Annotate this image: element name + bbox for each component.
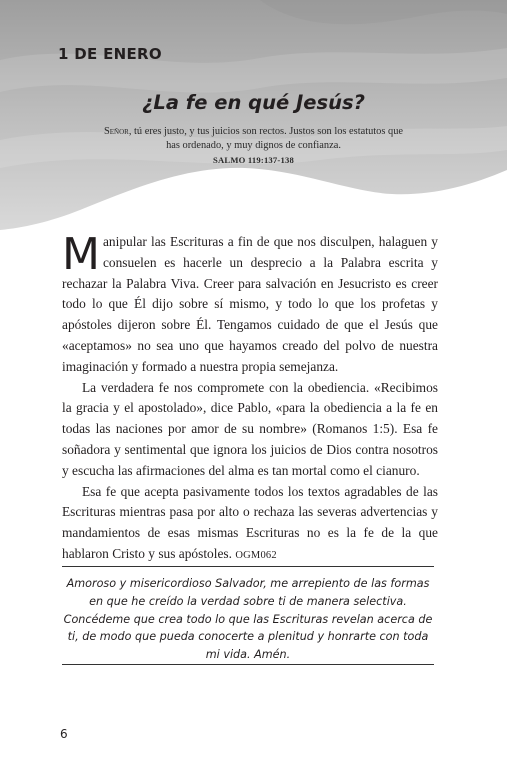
paragraph-3: [62, 482, 438, 567]
page-number: 6: [60, 727, 68, 741]
header-banner: [0, 0, 507, 232]
paragraph-1: [62, 229, 438, 378]
devotional-body: [62, 229, 438, 567]
prayer-bottom-divider: [62, 664, 434, 665]
scripture-verse: [100, 125, 407, 168]
paragraph-1-text: anipular las Escrituras a fin de que nos disculpen, halaguen y consuelen es hacerle un desprecio a la Palabra escrita y rechazar la Palabra Viva. Creer para salvación en Jesucristo es creer todo lo que Él dijo sobre sí mismo, y todo lo que los profetas y apóstoles dijeron sobre Él. Tengamos cuidado de que el Jesús que «aceptamos» no sea uno que hayamos creado del polvo de nuestra imaginación y formado a nuestra propia semejanza.: [62, 234, 438, 374]
paragraph-3-text: Esa fe que acepta pasivamente todos los textos agradables de las Escrituras mientras pasa por alto o rechaza las severas advertencias y mandamientos de esas mismas Escrituras no es la fe de la que hablaron Cristo y sus apóstoles.: [62, 483, 438, 561]
verse-smallcaps-word: Señor: [103, 126, 129, 137]
devotional-title: ¿La fe en qué Jesús?: [142, 91, 365, 114]
prayer-top-divider: [62, 566, 434, 567]
verse-text: , tú eres justo, y tus juicios son rectos. Justos son los estatutos que has ordenado, y muy dignos de confianza.: [128, 126, 404, 151]
devotional-date: 1 DE ENERO: [58, 45, 162, 63]
verse-reference: SALMO 119:137-138: [213, 155, 294, 165]
closing-prayer: Amoroso y misericordioso Salvador, me arrepiento de las formas en que he creído la verdad sobre ti de manera selectiva. Concédeme que crea todo lo que las Escrituras revelan acerca de ti, de modo que pueda conocerte a plenitud y honrarte con toda mi vida. Amén.: [63, 577, 433, 662]
source-code: OGM062: [235, 549, 277, 561]
header-wave-background: [0, 0, 507, 232]
paragraph-2: La verdadera fe nos compromete con la obediencia. «Recibimos la gracia y el apostolado», dice Pablo, «para la obediencia a la fe en todas las naciones por amor de su nombre» (Romanos 1:5). Esa fe soñadora y sentimental que ignora los juicios de Dios contra nosotros y escucha las afirmaciones del alma es tan mortal como el cianuro.: [62, 379, 438, 478]
drop-cap-letter: M: [62, 229, 100, 280]
